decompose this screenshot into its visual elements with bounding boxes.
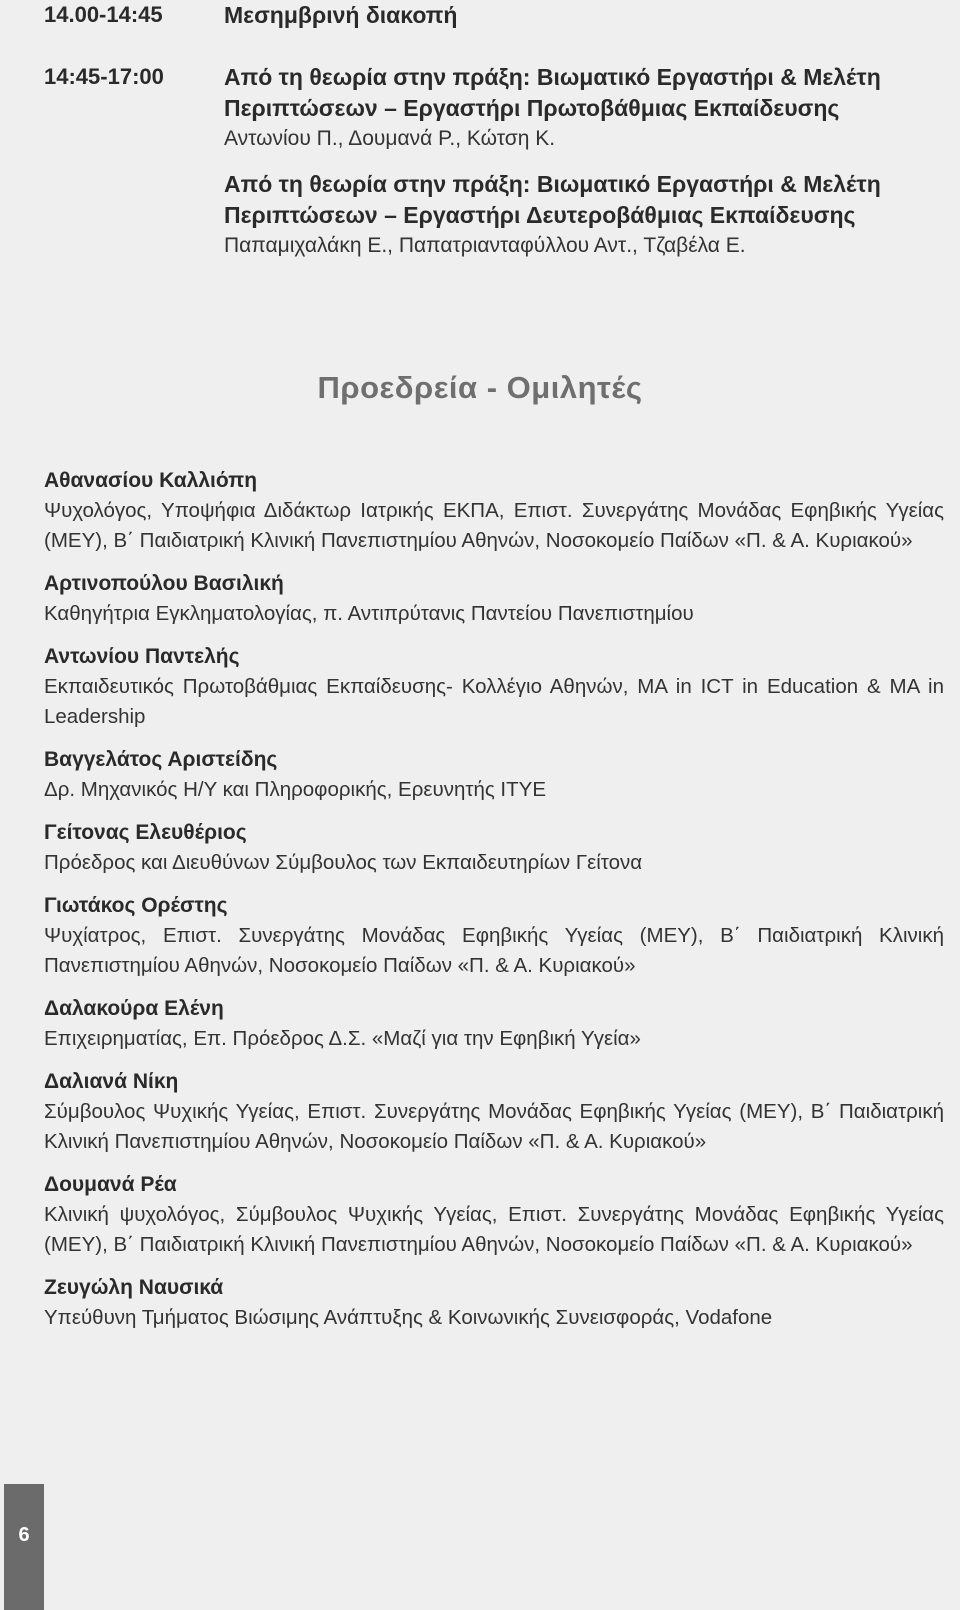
- speaker-description: Πρόεδρος και Διευθύνων Σύμβουλος των Εκπαιδευτηρίων Γείτονα: [44, 851, 643, 874]
- speaker-name: Αντωνίου Παντελής: [44, 645, 240, 668]
- speaker-description: Κλινική ψυχολόγος, Σύμβουλος Ψυχικής Υγείας, Επιστ. Συνεργάτης Μονάδας Εφηβικής Υγείας (ΜΕΥ), Β΄ Παιδιατρική Κλινική Πανεπιστημίου Αθηνών, Νοσοκομείο Παίδων «Π. & Α. Κυριακού»: [44, 1203, 944, 1256]
- schedule-time: 14:45-17:00: [44, 64, 164, 89]
- speaker-item: [44, 466, 944, 556]
- page-number: 6: [18, 1524, 30, 1546]
- workshop-title-primary: Από τη θεωρία στην πράξη: Βιωματικό Εργαστήρι & Μελέτη Περιπτώσεων – Εργαστήρι Πρωτοβάθμιας Εκπαίδευσης: [224, 64, 881, 121]
- speaker-name: Βαγγελάτος Αριστείδης: [44, 748, 278, 771]
- speaker-item: [44, 1273, 944, 1333]
- speaker-description: Εκπαιδευτικός Πρωτοβάθμιας Εκπαίδευσης- Κολλέγιο Αθηνών, MA in ICT in Education & MA in Leadership: [44, 675, 944, 728]
- workshop-title-secondary: Από τη θεωρία στην πράξη: Βιωματικό Εργαστήρι & Μελέτη Περιπτώσεων – Εργαστήρι Δευτεροβάθμιας Εκπαίδευσης: [224, 171, 881, 228]
- speaker-name: Δαλιανά Νίκη: [44, 1070, 179, 1093]
- speaker-item: [44, 891, 944, 981]
- speaker-item: [44, 994, 944, 1054]
- speaker-name: Γείτονας Ελευθέριος: [44, 821, 247, 844]
- workshop-authors-secondary: Παπαμιχαλάκη Ε., Παπατριανταφύλλου Αντ., Τζαβέλα Ε.: [224, 234, 746, 257]
- speaker-name: Αθανασίου Καλλιόπη: [44, 469, 258, 492]
- speaker-description: Ψυχολόγος, Υποψήφια Διδάκτωρ Ιατρικής ΕΚΠΑ, Επιστ. Συνεργάτης Μονάδας Εφηβικής Υγείας (ΜΕΥ), Β΄ Παιδιατρική Κλινική Πανεπιστημίου Αθηνών, Νοσοκομείο Παίδων «Π. & Α. Κυριακού»: [44, 499, 944, 552]
- speaker-name: Δουμανά Ρέα: [44, 1173, 177, 1196]
- speaker-description: Δρ. Μηχανικός Η/Υ και Πληροφορικής, Ερευνητής ΙΤΥΕ: [44, 778, 546, 801]
- speaker-description: Επιχειρηματίας, Επ. Πρόεδρος Δ.Σ. «Μαζί για την Εφηβική Υγεία»: [44, 1027, 641, 1050]
- speaker-description: Καθηγήτρια Εγκληματολογίας, π. Αντιπρύτανις Παντείου Πανεπιστημίου: [44, 602, 694, 625]
- page-number-tab: [4, 1484, 44, 1610]
- speaker-name: Γιωτάκος Ορέστης: [44, 894, 228, 917]
- speaker-list: [44, 466, 944, 1346]
- speaker-item: [44, 745, 944, 805]
- speaker-name: Αρτινοπούλου Βασιλική: [44, 572, 284, 595]
- speaker-item: [44, 642, 944, 732]
- schedule-time: 14.00-14:45: [44, 2, 163, 27]
- speaker-description: Ψυχίατρος, Επιστ. Συνεργάτης Μονάδας Εφηβικής Υγείας (ΜΕΥ), Β΄ Παιδιατρική Κλινική Πανεπιστημίου Αθηνών, Νοσοκομείο Παίδων «Π. & Α. Κυριακού»: [44, 924, 944, 977]
- schedule-body: [224, 0, 457, 31]
- speaker-item: [44, 1170, 944, 1260]
- section-heading: Προεδρεία - Ομιλητές: [317, 370, 643, 405]
- speaker-item: [44, 1067, 944, 1157]
- schedule-row-lunch: [44, 0, 457, 31]
- workshop-authors-primary: Αντωνίου Π., Δουμανά Ρ., Κώτση Κ.: [224, 127, 556, 150]
- speaker-name: Ζευγώλη Ναυσικά: [44, 1276, 224, 1299]
- speaker-item: [44, 569, 944, 629]
- speaker-description: Υπεύθυνη Τμήματος Βιώσιμης Ανάπτυξης & Κοινωνικής Συνεισφοράς, Vodafone: [44, 1306, 773, 1329]
- speaker-name: Δαλακούρα Ελένη: [44, 997, 224, 1020]
- schedule-body: [224, 62, 944, 276]
- schedule-title: Μεσημβρινή διακοπή: [224, 2, 458, 28]
- speaker-description: Σύμβουλος Ψυχικής Υγείας, Επιστ. Συνεργάτης Μονάδας Εφηβικής Υγείας (ΜΕΥ), Β΄ Παιδιατρική Κλινική Πανεπιστημίου Αθηνών, Νοσοκομείο Παίδων «Π. & Α. Κυριακού»: [44, 1100, 944, 1153]
- speaker-item: [44, 818, 944, 878]
- schedule-row-workshops: [44, 62, 944, 276]
